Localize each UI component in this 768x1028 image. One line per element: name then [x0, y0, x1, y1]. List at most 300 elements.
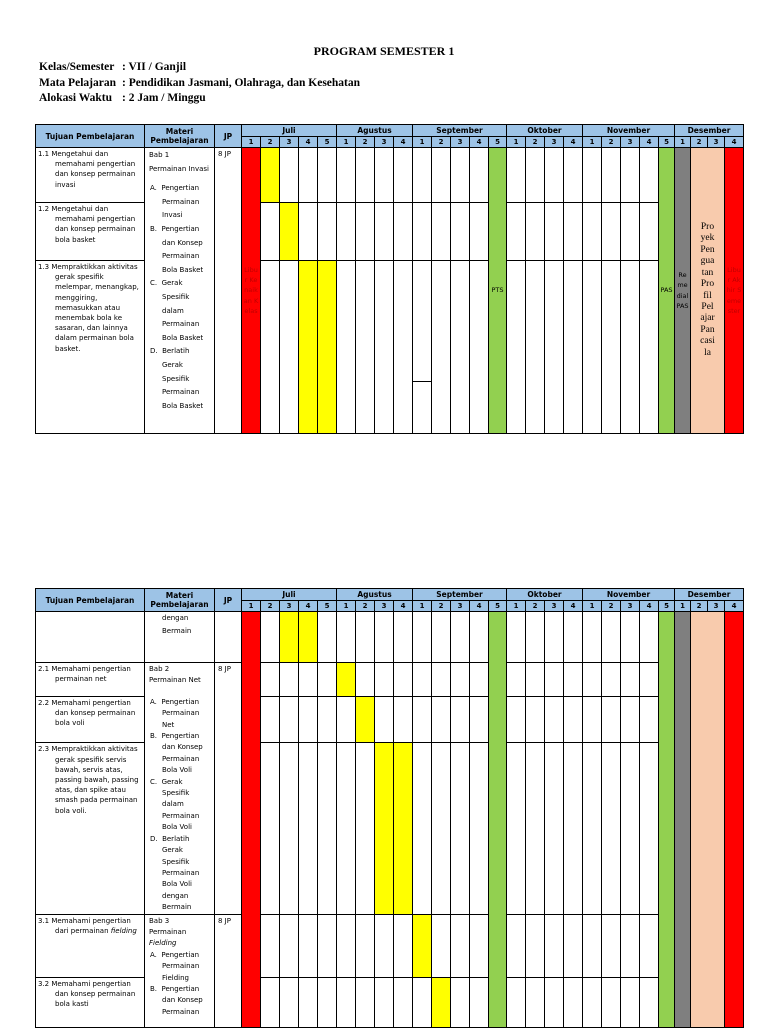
week-number: 5 [489, 137, 507, 148]
schedule-cell [640, 663, 659, 697]
schedule-cell [545, 203, 564, 261]
week-number: 4 [725, 137, 744, 148]
schedule-cell [318, 203, 337, 261]
libur-akhir-text: Libur Akhir Semester [726, 265, 742, 315]
materi-line: Permainan [162, 197, 200, 206]
schedule-cell [261, 203, 280, 261]
proyek-p5 [691, 148, 725, 434]
info-value: : 2 Jam / Minggu [122, 92, 206, 104]
week-number: 1 [242, 137, 261, 148]
materi-line: Bola Voli [162, 823, 192, 832]
schedule-cell [564, 663, 583, 697]
schedule-cell [280, 914, 299, 977]
schedule-cell [545, 148, 564, 203]
materi-line: dan Konsep [162, 238, 203, 247]
schedule-cell [507, 697, 526, 743]
schedule-cell [621, 743, 640, 914]
materi-line: dalam [162, 800, 184, 809]
schedule-cell [507, 743, 526, 914]
schedule-cell [564, 203, 583, 261]
week-number: 3 [375, 601, 394, 612]
month-header: Desember [675, 125, 744, 137]
schedule-cell-filled [299, 261, 318, 434]
info-label: Alokasi Waktu [39, 92, 112, 104]
materi-line: Invasi [162, 211, 183, 220]
schedule-cell [602, 148, 621, 203]
tujuan-cell [36, 697, 145, 743]
schedule-cell [545, 914, 564, 977]
materi-line: dan Konsep [162, 743, 203, 752]
tujuan-cell [36, 261, 145, 434]
schedule-cell [507, 148, 526, 203]
schedule-cell [564, 697, 583, 743]
month-header: Desember [675, 589, 744, 601]
schedule-cell [299, 743, 318, 914]
schedule-cell [602, 977, 621, 1027]
schedule-cell [583, 612, 602, 663]
week-number: 1 [583, 601, 602, 612]
schedule-cell [299, 663, 318, 697]
materi-block [145, 663, 214, 914]
materi-block [145, 148, 214, 413]
schedule-cell [507, 612, 526, 663]
schedule-cell [356, 914, 375, 977]
schedule-cell [583, 977, 602, 1027]
pas-column [659, 148, 675, 434]
schedule-cell [432, 148, 451, 203]
schedule-cell [545, 261, 564, 434]
week-number: 4 [640, 137, 659, 148]
schedule-cell [261, 697, 280, 743]
schedule-cell [621, 663, 640, 697]
materi-cell [145, 914, 215, 1027]
schedule-cell [337, 977, 356, 1027]
schedule-cell [602, 663, 621, 697]
materi-cell [145, 663, 215, 915]
materi-line: dalam [162, 306, 184, 315]
month-header: Juli [242, 589, 337, 601]
schedule-cell [526, 697, 545, 743]
materi-head: Permainan Invasi [149, 164, 209, 173]
schedule-cell [375, 977, 394, 1027]
schedule-cell [394, 612, 413, 663]
schedule-cell [545, 977, 564, 1027]
week-number: 4 [299, 601, 318, 612]
schedule-cell [280, 977, 299, 1027]
schedule-cell [526, 977, 545, 1027]
tujuan-cell [36, 203, 145, 261]
col-header-jp: JP [215, 589, 242, 612]
week-number: 2 [526, 137, 545, 148]
week-number: 4 [725, 601, 744, 612]
libur-akhir-semester [725, 612, 744, 1028]
week-number: 1 [675, 601, 691, 612]
schedule-cell [583, 663, 602, 697]
materi-line: Net [162, 720, 175, 729]
week-number: 2 [356, 137, 375, 148]
schedule-cell-filled [280, 612, 299, 663]
schedule-cell [526, 663, 545, 697]
materi-item: B. Pengertian [150, 732, 200, 741]
materi-line: Spesifik [162, 292, 190, 301]
pas-text: PAS [660, 286, 673, 295]
schedule-cell [526, 148, 545, 203]
schedule-cell [356, 977, 375, 1027]
tujuan-cell [36, 663, 145, 697]
schedule-cell [299, 148, 318, 203]
schedule-cell [394, 261, 413, 434]
schedule-cell [280, 148, 299, 203]
schedule-cell [583, 203, 602, 261]
schedule-cell [318, 914, 337, 977]
schedule-cell [451, 697, 470, 743]
month-header: Juli [242, 125, 337, 137]
week-number: 5 [318, 601, 337, 612]
materi-line: Permainan [162, 962, 200, 971]
schedule-cell [583, 697, 602, 743]
schedule-cell [451, 148, 470, 203]
schedule-cell [413, 148, 432, 203]
schedule-cell [299, 203, 318, 261]
libur-kelas-text: Libur Kenaikan Kelas [243, 265, 259, 315]
schedule-cell [640, 148, 659, 203]
week-number: 3 [545, 137, 564, 148]
materi-line: Permainan [162, 709, 200, 718]
schedule-cell-filled [299, 612, 318, 663]
schedule-cell [432, 612, 451, 663]
schedule-cell [583, 743, 602, 914]
week-number: 3 [280, 601, 299, 612]
materi-line: Bola Basket [162, 333, 204, 342]
materi-line: Fielding [162, 973, 189, 982]
schedule-cell [394, 203, 413, 261]
week-number: 2 [261, 137, 280, 148]
schedule-cell [470, 663, 489, 697]
materi-line: Permainan [162, 754, 200, 763]
schedule-cell [413, 261, 432, 434]
col-header-jp: JP [215, 125, 242, 148]
week-number: 5 [489, 601, 507, 612]
week-number: 1 [337, 601, 356, 612]
schedule-cell [337, 743, 356, 914]
remedial-column [675, 148, 691, 434]
schedule-cell [432, 914, 451, 977]
schedule-cell [280, 743, 299, 914]
materi-head: Bab 1 [149, 151, 170, 159]
schedule-cell [526, 203, 545, 261]
schedule-cell [621, 203, 640, 261]
schedule-cell [280, 261, 299, 434]
tujuan-text: 3.2 Memahami pengertian dan konsep permainan bola kasti [38, 979, 136, 1008]
schedule-cell [602, 743, 621, 914]
schedule-cell [261, 914, 280, 977]
week-number: 5 [318, 137, 337, 148]
schedule-cell [621, 148, 640, 203]
materi-line: dengan [162, 891, 189, 900]
schedule-cell [394, 977, 413, 1027]
pas-column [659, 612, 675, 1028]
schedule-cell [621, 977, 640, 1027]
schedule-cell [640, 914, 659, 977]
schedule-cell-filled [337, 663, 356, 697]
libur-kenaikan-kelas [242, 148, 261, 434]
materi-head: Bab 3 [149, 916, 170, 925]
info-label: Mata Pelajaran [39, 77, 116, 89]
materi-line: Bermain [162, 627, 192, 635]
schedule-cell [507, 663, 526, 697]
week-number: 4 [470, 601, 489, 612]
week-number: 1 [242, 601, 261, 612]
schedule-cell [451, 663, 470, 697]
schedule-cell [394, 697, 413, 743]
materi-line: Bola Basket [162, 265, 204, 274]
schedule-cell [375, 203, 394, 261]
schedule-cell [602, 612, 621, 663]
month-header: November [583, 589, 675, 601]
week-number: 2 [691, 137, 708, 148]
month-header: November [583, 125, 675, 137]
schedule-cell [375, 261, 394, 434]
materi-line: Permainan [162, 252, 200, 261]
info-alokasi [39, 91, 206, 106]
week-number: 2 [261, 601, 280, 612]
schedule-cell [470, 977, 489, 1027]
materi-line: Bola Voli [162, 766, 192, 775]
materi-cell [145, 148, 215, 434]
schedule-cell [564, 914, 583, 977]
schedule-cell [337, 148, 356, 203]
schedule-cell [337, 261, 356, 434]
schedule-cell [451, 612, 470, 663]
materi-item: A. Pengertian [150, 184, 200, 193]
remedial-column [675, 612, 691, 1028]
schedule-cell [356, 743, 375, 914]
pts-column [489, 148, 507, 434]
materi-line: Permainan [162, 868, 200, 877]
libur-kenaikan-kelas [242, 612, 261, 1028]
pts-text: PTS [491, 286, 504, 295]
week-number: 1 [337, 137, 356, 148]
schedule-cell [432, 203, 451, 261]
schedule-cell [356, 612, 375, 663]
week-number: 1 [413, 601, 432, 612]
schedule-cell [545, 612, 564, 663]
schedule-cell [337, 612, 356, 663]
schedule-cell [375, 663, 394, 697]
libur-akhir-semester [725, 148, 744, 434]
col-header-materi: Materi Pembelajaran [145, 125, 215, 148]
month-header: Oktober [507, 125, 583, 137]
schedule-cell-filled [413, 914, 432, 977]
materi-head: Permainan [149, 927, 187, 936]
schedule-cell [526, 612, 545, 663]
schedule-cell [640, 203, 659, 261]
schedule-cell [507, 914, 526, 977]
schedule-cell [602, 914, 621, 977]
document-title: PROGRAM SEMESTER 1 [313, 44, 455, 58]
materi-item: B. Pengertian [150, 224, 200, 233]
tujuan-cell [36, 612, 145, 663]
info-mapel [39, 76, 360, 91]
schedule-cell [261, 612, 280, 663]
week-number: 3 [451, 137, 470, 148]
schedule-cell [318, 743, 337, 914]
schedule-cell [470, 743, 489, 914]
schedule-cell [413, 697, 432, 743]
info-kelas [39, 60, 186, 75]
schedule-cell [413, 743, 432, 914]
info-label: Kelas/Semester [39, 61, 115, 73]
proyek-text: Pro yek Pen gua tan Pro fil Pel ajar Pan casi la [700, 222, 715, 358]
jp-cell: 8 JP [215, 663, 242, 915]
materi-item: C. Gerak [150, 777, 183, 786]
schedule-cell [640, 261, 659, 434]
tujuan-text: 3.1 Memahami pengertian dari permainan fielding [38, 916, 137, 935]
materi-item: B. Pengertian [150, 984, 200, 993]
materi-line: Permainan [162, 388, 200, 397]
schedule-cell [432, 261, 451, 434]
schedule-cell [621, 612, 640, 663]
week-number: 2 [526, 601, 545, 612]
schedule-cell [337, 697, 356, 743]
tujuan-text: 2.1 Memahami pengertian permainan net [38, 665, 131, 684]
schedule-cell [337, 203, 356, 261]
materi-item: C. Gerak [150, 279, 183, 288]
schedule-cell [583, 148, 602, 203]
week-number: 1 [675, 137, 691, 148]
tujuan-cell [36, 914, 145, 977]
month-header: September [413, 125, 507, 137]
schedule-cell [640, 743, 659, 914]
week-number: 4 [394, 601, 413, 612]
tujuan-text: 2.2 Memahami pengertian dan konsep permainan bola voli [38, 699, 136, 728]
materi-block [145, 612, 214, 638]
schedule-cell [451, 743, 470, 914]
schedule-cell-filled [432, 977, 451, 1027]
materi-item: D. Berlatih [150, 834, 190, 843]
col-header-tujuan: Tujuan Pembelajaran [36, 125, 145, 148]
materi-line: Permainan [162, 811, 200, 820]
week-number: 4 [470, 137, 489, 148]
schedule-cell [526, 743, 545, 914]
col-header-tujuan: Tujuan Pembelajaran [36, 589, 145, 612]
materi-line: Spesifik [162, 374, 190, 383]
schedule-cell [432, 663, 451, 697]
col-header-materi: Materi Pembelajaran [145, 589, 215, 612]
week-number: 2 [602, 601, 621, 612]
schedule-cell [621, 697, 640, 743]
schedule-cell-filled [261, 148, 280, 203]
week-number: 2 [356, 601, 375, 612]
schedule-cell [621, 914, 640, 977]
schedule-cell [432, 697, 451, 743]
schedule-cell-filled [356, 697, 375, 743]
schedule-cell [337, 914, 356, 977]
schedule-cell [602, 261, 621, 434]
week-number: 5 [659, 137, 675, 148]
schedule-cell [261, 743, 280, 914]
month-header: September [413, 589, 507, 601]
week-number: 1 [507, 137, 526, 148]
materi-line: Gerak [162, 360, 183, 369]
schedule-cell [261, 977, 280, 1027]
schedule-cell [583, 914, 602, 977]
schedule-cell-filled [280, 203, 299, 261]
month-header: Agustus [337, 589, 413, 601]
week-number: 5 [659, 601, 675, 612]
week-number: 3 [621, 601, 640, 612]
week-number: 1 [583, 137, 602, 148]
tujuan-text: 2.3 Mempraktikkan aktivitas gerak spesifik servis bawah, servis atas, passing bawah, passing atas, dan spike atau smash pada permainan bola voli. [38, 745, 139, 815]
schedule-cell [394, 914, 413, 977]
schedule-cell [318, 612, 337, 663]
jp-cell: 8 JP [215, 148, 242, 434]
schedule-cell [451, 914, 470, 977]
week-number: 4 [640, 601, 659, 612]
schedule-cell [280, 663, 299, 697]
schedule-cell [564, 148, 583, 203]
materi-item: A. Pengertian [150, 950, 200, 959]
schedule-cell [602, 697, 621, 743]
schedule-cell [375, 697, 394, 743]
schedule-cell [640, 612, 659, 663]
schedule-cell [640, 697, 659, 743]
schedule-cell [470, 697, 489, 743]
schedule-cell [280, 697, 299, 743]
schedule-cell [318, 148, 337, 203]
week-number: 1 [413, 137, 432, 148]
schedule-cell [375, 612, 394, 663]
schedule-cell [507, 261, 526, 434]
schedule-cell [375, 148, 394, 203]
month-header: Agustus [337, 125, 413, 137]
materi-line: Spesifik [162, 789, 190, 798]
week-number: 4 [394, 137, 413, 148]
schedule-cell [470, 261, 489, 434]
schedule-cell [356, 261, 375, 434]
schedule-cell [583, 261, 602, 434]
week-number: 3 [708, 601, 725, 612]
materi-line: Bermain [162, 903, 192, 912]
week-number: 2 [602, 137, 621, 148]
schedule-cell [299, 914, 318, 977]
info-value: : VII / Ganjil [122, 61, 187, 73]
schedule-cell [318, 663, 337, 697]
schedule-cell [261, 261, 280, 434]
schedule-cell [602, 203, 621, 261]
tujuan-text: 1.1 Mengetahui dan memahami pengertian dan konsep permainan invasi [38, 150, 136, 189]
materi-line: Bola Basket [162, 401, 204, 410]
materi-line: dengan [162, 614, 189, 622]
schedule-cell [545, 663, 564, 697]
schedule-cell [413, 612, 432, 663]
materi-item: D. Berlatih [150, 347, 190, 356]
schedule-cell [299, 977, 318, 1027]
fielding-italic: fielding [110, 926, 137, 935]
schedule-cell [564, 743, 583, 914]
materi-cell [145, 612, 215, 663]
materi-head: Permainan Net [149, 676, 201, 685]
materi-line: Permainan [162, 1007, 200, 1016]
schedule-cell [299, 697, 318, 743]
week-number: 3 [708, 137, 725, 148]
schedule-cell [394, 148, 413, 203]
schedule-cell [356, 663, 375, 697]
week-number: 1 [507, 601, 526, 612]
proyek-p5 [691, 612, 725, 1028]
materi-block [145, 915, 214, 1019]
week-number: 3 [280, 137, 299, 148]
